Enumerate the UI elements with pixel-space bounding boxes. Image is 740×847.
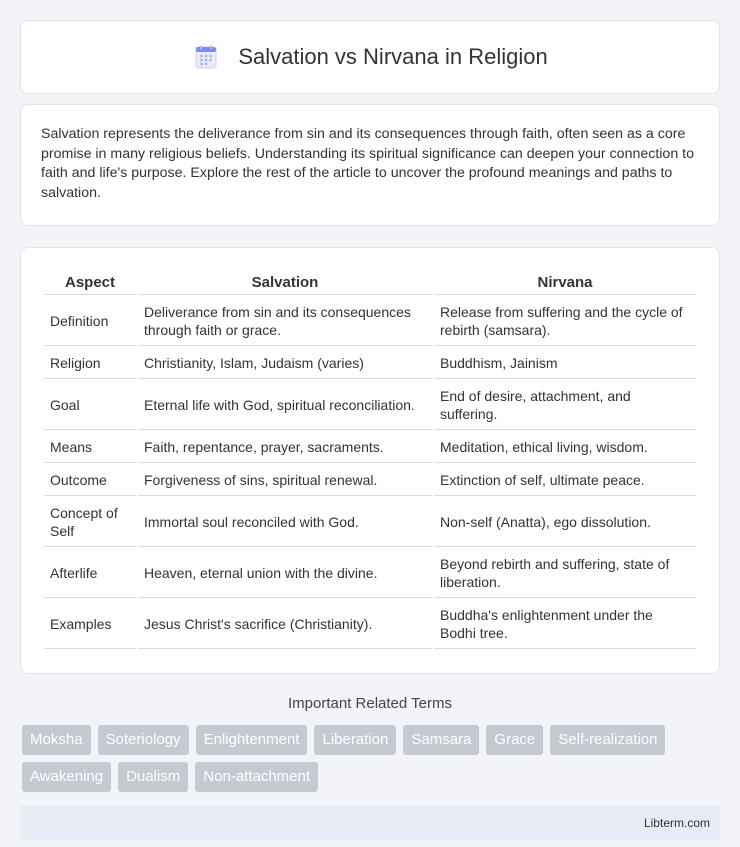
cell-salvation: Heaven, eternal union with the divine. — [138, 549, 432, 598]
cell-nirvana: End of desire, attachment, and suffering. — [434, 381, 696, 430]
cell-aspect: Concept of Self — [44, 498, 136, 547]
term-tag-awakening[interactable]: Awakening — [22, 762, 111, 792]
table-row — [44, 381, 696, 430]
cell-nirvana: Beyond rebirth and suffering, state of liberation. — [434, 549, 696, 598]
cell-aspect: Means — [44, 432, 136, 463]
cell-aspect: Definition — [44, 297, 136, 346]
table-header-row — [44, 270, 696, 295]
table-row — [44, 549, 696, 598]
cell-salvation: Eternal life with God, spiritual reconciliation. — [138, 381, 432, 430]
cell-nirvana: Meditation, ethical living, wisdom. — [434, 432, 696, 463]
document-icon — [192, 43, 220, 71]
footer-site-link[interactable]: Libterm.com — [643, 816, 710, 830]
term-tag-dualism[interactable]: Dualism — [118, 762, 188, 792]
term-tag-moksha[interactable]: Moksha — [22, 725, 91, 755]
related-terms-title: Important Related Terms — [288, 695, 452, 712]
cell-salvation: Jesus Christ's sacrifice (Christianity). — [138, 600, 432, 649]
table-row — [44, 498, 696, 547]
table-row — [44, 297, 696, 346]
cell-salvation: Faith, repentance, prayer, sacraments. — [138, 432, 432, 463]
cell-salvation: Deliverance from sin and its consequences through faith or grace. — [138, 297, 432, 346]
table-row — [44, 465, 696, 496]
term-tag-samsara[interactable]: Samsara — [403, 725, 479, 755]
related-terms-list — [22, 725, 718, 792]
cell-nirvana: Extinction of self, ultimate peace. — [434, 465, 696, 496]
comparison-table-card — [20, 247, 720, 674]
term-tag-self-realization[interactable]: Self-realization — [550, 725, 665, 755]
cell-salvation: Forgiveness of sins, spiritual renewal. — [138, 465, 432, 496]
cell-aspect: Religion — [44, 348, 136, 379]
cell-salvation: Christianity, Islam, Judaism (varies) — [138, 348, 432, 379]
cell-salvation: Immortal soul reconciled with God. — [138, 498, 432, 547]
term-tag-non-attachment[interactable]: Non-attachment — [195, 762, 318, 792]
page-header — [20, 20, 720, 94]
table-row — [44, 600, 696, 649]
column-header-aspect: Aspect — [44, 270, 136, 295]
comparison-table — [42, 268, 698, 651]
intro-section — [20, 104, 720, 226]
cell-nirvana: Non-self (Anatta), ego dissolution. — [434, 498, 696, 547]
term-tag-liberation[interactable]: Liberation — [314, 725, 396, 755]
cell-aspect: Goal — [44, 381, 136, 430]
cell-nirvana: Buddha's enlightenment under the Bodhi tree. — [434, 600, 696, 649]
intro-text: Salvation represents the deliverance from sin and its consequences through faith, often seen as a core promise in many religious beliefs. Understanding its spiritual significance can deepen your connection to faith and life's purpose. Explore the rest of the article to uncover the profound meanings and paths to salvation. — [41, 126, 694, 201]
cell-aspect: Outcome — [44, 465, 136, 496]
cell-aspect: Afterlife — [44, 549, 136, 598]
term-tag-grace[interactable]: Grace — [486, 725, 543, 755]
table-row — [44, 348, 696, 379]
page-footer — [20, 806, 720, 840]
term-tag-enlightenment[interactable]: Enlightenment — [196, 725, 308, 755]
page-title: Salvation vs Nirvana in Religion — [238, 44, 548, 69]
cell-nirvana: Release from suffering and the cycle of rebirth (samsara). — [434, 297, 696, 346]
table-row — [44, 432, 696, 463]
cell-nirvana: Buddhism, Jainism — [434, 348, 696, 379]
term-tag-soteriology[interactable]: Soteriology — [98, 725, 189, 755]
cell-aspect: Examples — [44, 600, 136, 649]
column-header-nirvana: Nirvana — [434, 270, 696, 295]
column-header-salvation: Salvation — [138, 270, 432, 295]
